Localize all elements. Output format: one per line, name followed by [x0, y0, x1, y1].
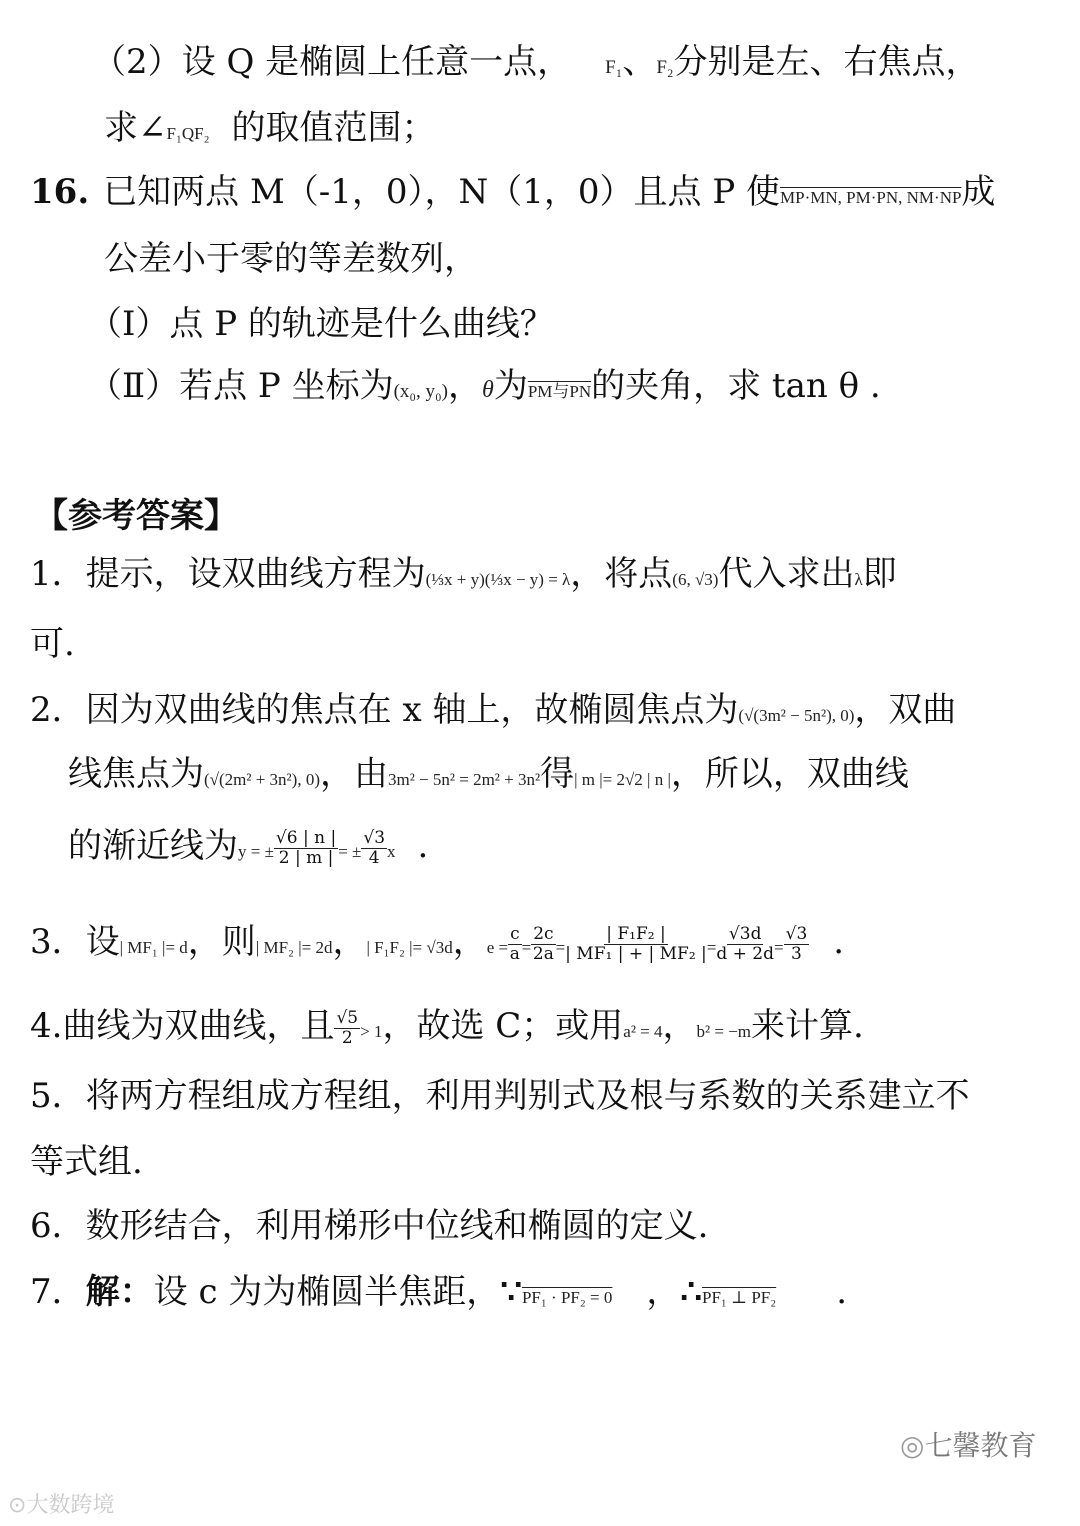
coordinate: (x₀, y₀)	[393, 381, 449, 402]
answer-1-line1	[30, 552, 897, 602]
fraction-denominator: 2a	[532, 943, 554, 964]
vector-expression: MP·MN, PM·PN, NM·NP	[780, 188, 962, 207]
answer-4-text-c: 来计算.	[751, 1006, 864, 1046]
separator: ，	[332, 922, 367, 962]
focus-equation: 3m² − 5n² = 2m² + 3n²	[387, 770, 541, 789]
q16-line1	[30, 170, 995, 220]
therefore-symbol: ∴	[680, 1272, 703, 1312]
fraction-numerator: √6 | n |	[275, 827, 337, 848]
answer-3-end: .	[833, 922, 845, 962]
asymptote-lhs: y = ±	[238, 842, 274, 861]
mf1-equation: | MF₁ |= d	[119, 938, 188, 957]
answer-2-line2-text-d: ，所以，双曲线	[670, 754, 909, 794]
f1-symbol: F₁	[605, 57, 623, 78]
answer-2-line3-end: .	[417, 826, 429, 866]
hyperbola-equation: (⅓x + y)(⅓x − y) = λ	[425, 570, 571, 589]
fraction-sqrt3d	[716, 925, 774, 964]
q15-line2-text-b: 的取值范围；	[231, 108, 436, 148]
separator: ，	[662, 1006, 697, 1046]
answer-7-line	[30, 1270, 847, 1320]
answer-1-text-a: 1．提示，设双曲线方程为	[30, 554, 426, 594]
fraction-numerator: | F₁F₂ |	[606, 923, 666, 944]
fraction-denominator: 4	[368, 847, 380, 868]
fraction-c-a	[508, 925, 522, 964]
fraction-denominator: 3	[791, 943, 802, 964]
separator: ，	[452, 922, 487, 962]
answer-1-line2: 可.	[30, 624, 75, 664]
q16-text-a: 已知两点 M（-1，0），N（1，0）且点 P 使	[103, 172, 781, 212]
fraction-denominator: 2 | m |	[278, 847, 334, 868]
hyperbola-focus: (√(2m² + 3n²), 0)	[204, 770, 320, 789]
solve-label: 解：	[85, 1272, 154, 1312]
b-squared-equation: b² = −m	[696, 1022, 752, 1041]
separator: ，	[646, 1272, 681, 1312]
answer-3-text-b: ，则	[187, 922, 256, 962]
answer-2-line2	[68, 752, 909, 802]
f1f2-equation: | F₁F₂ |= √3d	[366, 938, 453, 957]
fraction-numerator: √3	[363, 827, 386, 848]
greater-than-one: > 1	[360, 1022, 383, 1041]
q16-part2-text-d: 的夹角，求 tan θ .	[591, 366, 881, 406]
fraction-denominator: 2	[341, 1027, 353, 1048]
q16-part2-text-b: ，	[448, 366, 483, 406]
asymptote-fraction-2	[361, 829, 387, 868]
fraction-sqrt5-2	[334, 1009, 360, 1048]
a-squared-equation: a² = 4	[623, 1022, 663, 1041]
fraction-numerator: √3	[785, 923, 808, 944]
watermark-left	[8, 1488, 114, 1519]
q16-number: 16.	[30, 172, 90, 212]
answer-1-text-b: ，将点	[570, 554, 673, 594]
answer-3-text-a: 3．设	[30, 922, 120, 962]
lambda-symbol: λ	[854, 570, 863, 589]
watermark-right	[900, 1424, 1036, 1464]
q15-part2-text-b: 分别是左、右焦点，	[673, 42, 980, 82]
watermark-left-text: 大数跨境	[26, 1493, 115, 1518]
fraction-numerator: √5	[336, 1007, 359, 1028]
q15-line2-text-a: 求∠	[104, 108, 167, 148]
equals-sign: =	[555, 938, 566, 957]
answers-heading: 【参考答案】	[34, 496, 238, 536]
fraction-focal	[565, 925, 707, 964]
answer-1-text-c: 代入求出	[718, 554, 855, 594]
f2-symbol: F₂	[656, 57, 674, 78]
answer-3-line	[30, 920, 844, 970]
equals-sign: =	[706, 938, 717, 957]
answer-2-line2-text-b: ，由	[319, 754, 388, 794]
answer-1-text-d: 即	[862, 554, 897, 594]
answer-2-line2-text-c: 得	[540, 754, 575, 794]
fraction-result	[784, 925, 810, 964]
answer-6-line1: 6．数形结合，利用梯形中位线和椭圆的定义.	[30, 1206, 709, 1246]
fraction-2c-2a	[531, 925, 555, 964]
fraction-denominator: d + 2d	[716, 943, 775, 964]
answer-2-text-a: 2．因为双曲线的焦点在 x 轴上，故椭圆焦点为	[30, 690, 739, 730]
fraction-numerator: c	[510, 923, 520, 944]
fraction-numerator: 2c	[533, 923, 554, 944]
asymptote-fraction-1	[274, 829, 338, 868]
q15-part2-line1	[92, 40, 980, 90]
m-n-relation: | m |= 2√2 | n |	[574, 770, 671, 789]
point: (6, √3)	[672, 570, 719, 589]
q15-part2-text-a: （2）设 Q 是椭圆上任意一点，	[92, 42, 572, 82]
wechat-icon: ◎	[900, 1429, 925, 1462]
answer-2-line2-text-a: 线焦点为	[68, 754, 204, 794]
mf2-equation: | MF₂ |= 2d	[255, 938, 333, 957]
answer-7-number: 7．	[30, 1272, 86, 1312]
dot-product-equation: PF₁ · PF₂ = 0	[521, 1288, 613, 1307]
asymptote-mid: = ±	[338, 842, 362, 861]
q16-part2	[88, 364, 881, 414]
ellipse-focus: (√(3m² − 5n²), 0)	[738, 706, 855, 725]
answer-5-line2: 等式组.	[30, 1142, 143, 1182]
answer-2-line3-text-a: 的渐近线为	[68, 826, 238, 866]
q16-part2-text-a: （Ⅱ）若点 P 坐标为	[88, 366, 394, 406]
q16-part1: （Ⅰ）点 P 的轨迹是什么曲线？	[88, 304, 554, 344]
q16-line2: 公差小于零的等差数列，	[104, 239, 478, 279]
answer-7-text-a: 设 c 为为椭圆半焦距，	[153, 1272, 501, 1312]
asymptote-x: x	[387, 842, 396, 861]
q15-part2-line2	[104, 106, 436, 156]
equals-sign: =	[521, 938, 532, 957]
watermark-right-text: 七馨教育	[924, 1429, 1037, 1462]
separator: 、	[622, 42, 657, 82]
perpendicular-relation: PF₁ ⊥ PF₂	[702, 1288, 777, 1307]
equals-sign: =	[774, 938, 784, 957]
fraction-denominator: | MF₁ | + | MF₂ |	[565, 943, 707, 964]
eccentricity-lhs: e =	[486, 938, 509, 957]
because-symbol: ∵	[500, 1272, 522, 1312]
q16-text-b: 成	[961, 172, 996, 212]
theta-symbol: θ	[482, 377, 494, 403]
answer-2-line1	[30, 688, 956, 738]
answer-2-text-b: ，双曲	[854, 690, 957, 730]
answer-4-text-b: ，故选 C；或用	[382, 1006, 624, 1046]
angle-label: F₁QF₂	[166, 124, 210, 143]
q16-part2-text-c: 为	[493, 366, 528, 406]
fraction-numerator: √3d	[728, 923, 762, 944]
answer-4-text-a: 4.曲线为双曲线，且	[30, 1006, 335, 1046]
answer-5-line1: 5．将两方程组成方程组，利用判别式及根与系数的关系建立不	[30, 1076, 970, 1116]
answer-4-line	[30, 1004, 864, 1054]
answer-7-end: .	[836, 1272, 847, 1312]
fraction-denominator: a	[509, 943, 520, 964]
vectors-pm-pn: PM与PN	[527, 382, 592, 401]
watermark-logo-icon: ⊙	[8, 1493, 27, 1518]
answer-2-line3	[68, 824, 428, 874]
